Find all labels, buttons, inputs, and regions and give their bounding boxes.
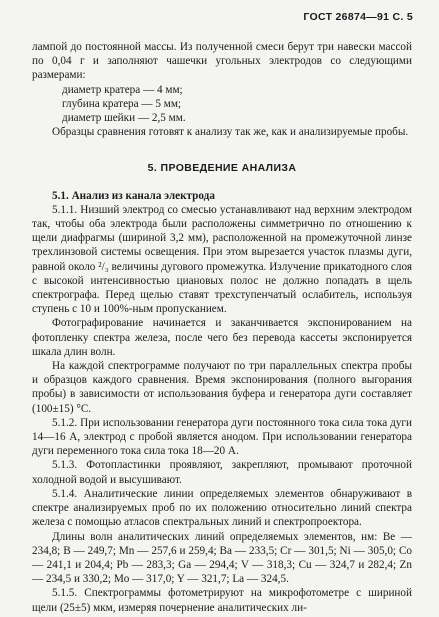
paragraph: Фотографирование начинается и заканчивается экспонированием на фотопленку спектра железа, после чего без перевода кассеты экспонируется шкала длин волн. [32, 317, 412, 358]
paragraph: 5.1.4. Аналитические линии определяемых элементов обнаруживают в спектре анализируемых проб по их положению относительно линий спектра железа с помощью атласов спектральных линий и спектропроектора. [32, 487, 412, 529]
intro-paragraph: лампой до постоянной массы. Из полученной смеси берут три навески массой по 0,04 г и заполняют чашечки угольных электродов со следующими размерами: [32, 41, 412, 82]
paragraph: На каждой спектрограмме получают по три параллельных спектра пробы и образцов каждого сравнения. Время экспонирования (полного выгорания пробы) в зависимости от использования буфера и генератора дуги составляет (100±15) °С. [32, 360, 412, 415]
dimension-item: глубина кратера — 5 мм; [62, 97, 182, 110]
document-body [32, 40, 412, 615]
dimension-item: диаметр шейки — 2,5 мм. [62, 112, 186, 125]
page-header: ГОСТ 26874—91 С. 5 [303, 11, 413, 23]
paragraph: 5.1.1. Низший электрод со смесью устанавливают над верхним электродом так, чтобы оба электрода были расположены симметрично по отношению к щели диафрагмы (шириной 3,2 мм), расположенной на промежуточной линзе трехлинзовой системы освещения. При этом вырезается участок плазмы дуги, равной около ²/₃ величины дугового промежутка. Излучение прикатодного слоя с высокой интенсивностью циановых полос не должно попадать в щель спектрографа. Перед щелью ставят трехступенчатый ослабитель, используя ступень с 10 и 100%-ным пропусканием. [32, 203, 412, 316]
subsection-title: 5.1. Анализ из канала электрода [52, 189, 215, 202]
paragraph: 5.1.5. Спектрограммы фотометрируют на микрофотометре с шириной щели (25±5) мкм, измеряя почернение аналитических ли- [32, 587, 412, 614]
paragraph: Длины волн аналитических линий определяемых элементов, нм: Be — 234,8; B — 249,7; Mn — 257,6 и 259,4; Ba — 233,5; Cr — 301,5; Ni — 305,0; Co — 241,1 и 204,4; Pb — 283,3; Ga — 294,4; V — 318,3; Cu — 324,7 и 282,4; Zn — 234,5 и 330,2; Mo — 317,0; Y — 321,7; La — 324,5. [32, 530, 412, 586]
dimension-item: диаметр кратера — 4 мм; [62, 83, 183, 96]
paragraph: 5.1.3. Фотопластинки проявляют, закрепляют, промывают проточной холодной водой и высушивают. [32, 459, 412, 486]
electrode-dimensions-list [32, 83, 412, 126]
section-title: 5. ПРОВЕДЕНИЕ АНАЛИЗА [147, 162, 297, 175]
paragraph: 5.1.2. При использовании генератора дуги постоянного тока сила тока дуги 14—16 А, электрод с пробой является анодом. При использовании генератора дуги переменного тока сила тока 18—20 А. [32, 416, 412, 458]
intro-paragraph: Образцы сравнения готовят к анализу так же, как и анализируемые пробы. [52, 126, 409, 139]
